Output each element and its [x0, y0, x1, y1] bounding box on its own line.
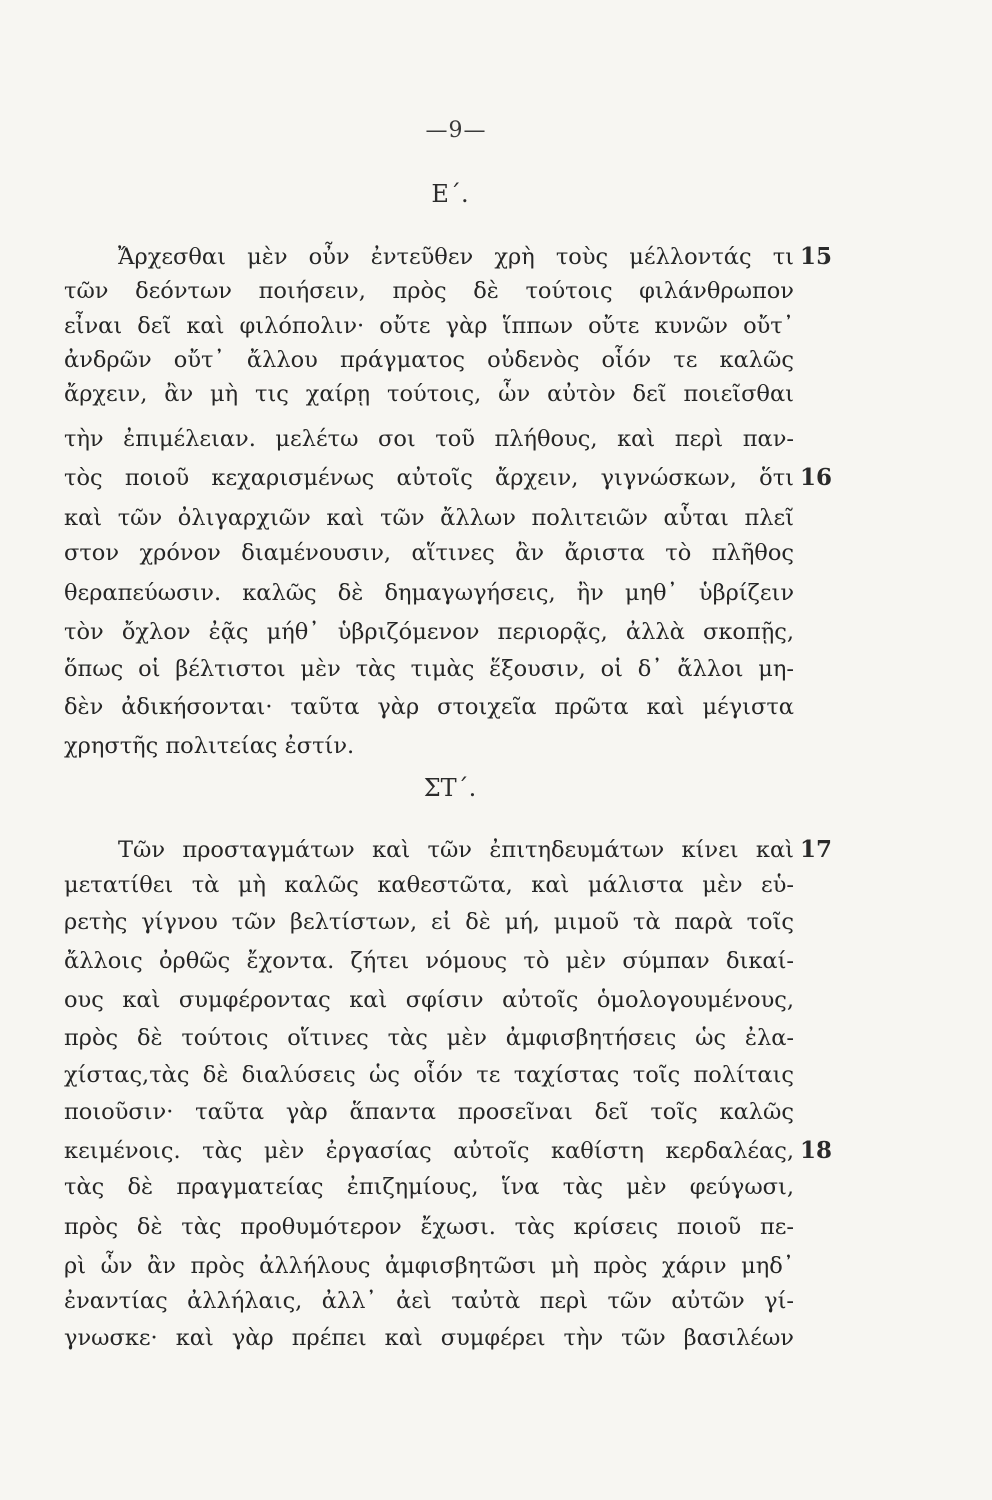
text-line: Τῶν προσταγμάτων καὶ τῶν ἐπιτηδευμάτων κίνει καὶ: [118, 837, 794, 863]
text-line: στον χρόνον διαμένουσιν, αἵτινες ἂν ἄριστα τὸ πλῆθος: [64, 540, 794, 566]
text-line: ρετὴς γίγνου τῶν βελτίστων, εἰ δὲ μή, μιμοῦ τὰ παρὰ τοῖς: [64, 909, 794, 935]
text-line: ρὶ ὧν ἂν πρὸς ἀλλήλους ἀμφισβητῶσι μὴ πρὸς χάριν μηδ᾽: [64, 1253, 794, 1279]
margin-number: 17: [800, 836, 833, 863]
margin-number: 18: [800, 1137, 833, 1164]
margin-number: 15: [800, 243, 833, 270]
text-line: πρὸς δὲ τὰς προθυμότερον ἔχωσι. τὰς κρίσεις ποιοῦ πε-: [64, 1214, 794, 1240]
text-line: Ἄρχεσθαι μὲν οὖν ἐντεῦθεν χρὴ τοὺς μέλλοντάς τι: [118, 244, 794, 270]
text-line: μετατίθει τὰ μὴ καλῶς καθεστῶτα, καὶ μάλιστα μὲν εὑ-: [64, 872, 794, 898]
text-line: ους καὶ συμφέροντας καὶ σφίσιν αὐτοῖς ὁμολογουμένους,: [64, 987, 794, 1013]
text-line: θεραπεύωσιν. καλῶς δὲ δημαγωγήσεις, ἢν μηθ᾽ ὑβρίζειν: [64, 580, 794, 606]
section-heading-e: Ε΄.: [431, 180, 469, 208]
text-line: ἐναντίας ἀλλήλαις, ἀλλ᾽ ἀεὶ ταὐτὰ περὶ τῶν αὐτῶν γί-: [64, 1288, 794, 1314]
text-line: ἄλλοις ὀρθῶς ἔχοντα. ζήτει νόμους τὸ μὲν σύμπαν δικαί-: [64, 948, 794, 974]
text-line: κειμένοις. τὰς μὲν ἐργασίας αὐτοῖς καθίστη κερδαλέας,: [64, 1138, 794, 1164]
text-line: γνωσκε· καὶ γὰρ πρέπει καὶ συμφέρει τὴν τῶν βασιλέων: [64, 1325, 794, 1351]
text-line: δὲν ἀδικήσονται· ταῦτα γὰρ στοιχεῖα πρῶτα καὶ μέγιστα: [64, 694, 794, 720]
text-line: πρὸς δὲ τούτοις οἵτινες τὰς μὲν ἀμφισβητήσεις ὡς ἐλα-: [64, 1025, 794, 1051]
text-line: ἀνδρῶν οὔτ᾽ ἄλλου πράγματος οὐδενὸς οἷόν τε καλῶς: [64, 347, 794, 373]
page-number: —9—: [425, 118, 487, 143]
text-line: τῶν δεόντων ποιήσειν, πρὸς δὲ τούτοις φιλάνθρωπον: [64, 278, 794, 304]
text-line: ποιοῦσιν· ταῦτα γὰρ ἅπαντα προσεῖναι δεῖ τοῖς καλῶς: [64, 1099, 794, 1125]
text-line: καὶ τῶν ὀλιγαρχιῶν καὶ τῶν ἄλλων πολιτειῶν αὗται πλεῖ: [64, 505, 794, 531]
text-line: ἄρχειν, ἂν μὴ τις χαίρῃ τούτοις, ὧν αὐτὸν δεῖ ποιεῖσθαι: [64, 381, 794, 407]
text-line: χίστας,τὰς δὲ διαλύσεις ὡς οἷόν τε ταχίστας τοῖς πολίταις: [64, 1062, 794, 1088]
margin-number: 16: [800, 464, 833, 491]
text-line: εἶναι δεῖ καὶ φιλόπολιν· οὔτε γὰρ ἵππων οὔτε κυνῶν οὔτ᾽: [64, 313, 794, 339]
text-line: χρηστῆς πολιτείας ἐστίν.: [64, 733, 355, 759]
text-line: ὅπως οἱ βέλτιστοι μὲν τὰς τιμὰς ἕξουσιν, οἱ δ᾽ ἄλλοι μη-: [64, 656, 794, 682]
section-heading-st: ΣΤ΄.: [423, 774, 477, 802]
text-line: τὸν ὄχλον ἐᾷς μήθ᾽ ὑβριζόμενον περιορᾷς, ἀλλὰ σκοπῇς,: [64, 619, 794, 645]
text-line: τὰς δὲ πραγματείας ἐπιζημίους, ἵνα τὰς μὲν φεύγωσι,: [64, 1174, 794, 1200]
text-line: τὸς ποιοῦ κεχαρισμένως αὐτοῖς ἄρχειν, γιγνώσκων, ὅτι: [64, 465, 794, 491]
text-line: τὴν ἐπιμέλειαν. μελέτω σοι τοῦ πλήθους, καὶ περὶ παν-: [64, 426, 794, 452]
